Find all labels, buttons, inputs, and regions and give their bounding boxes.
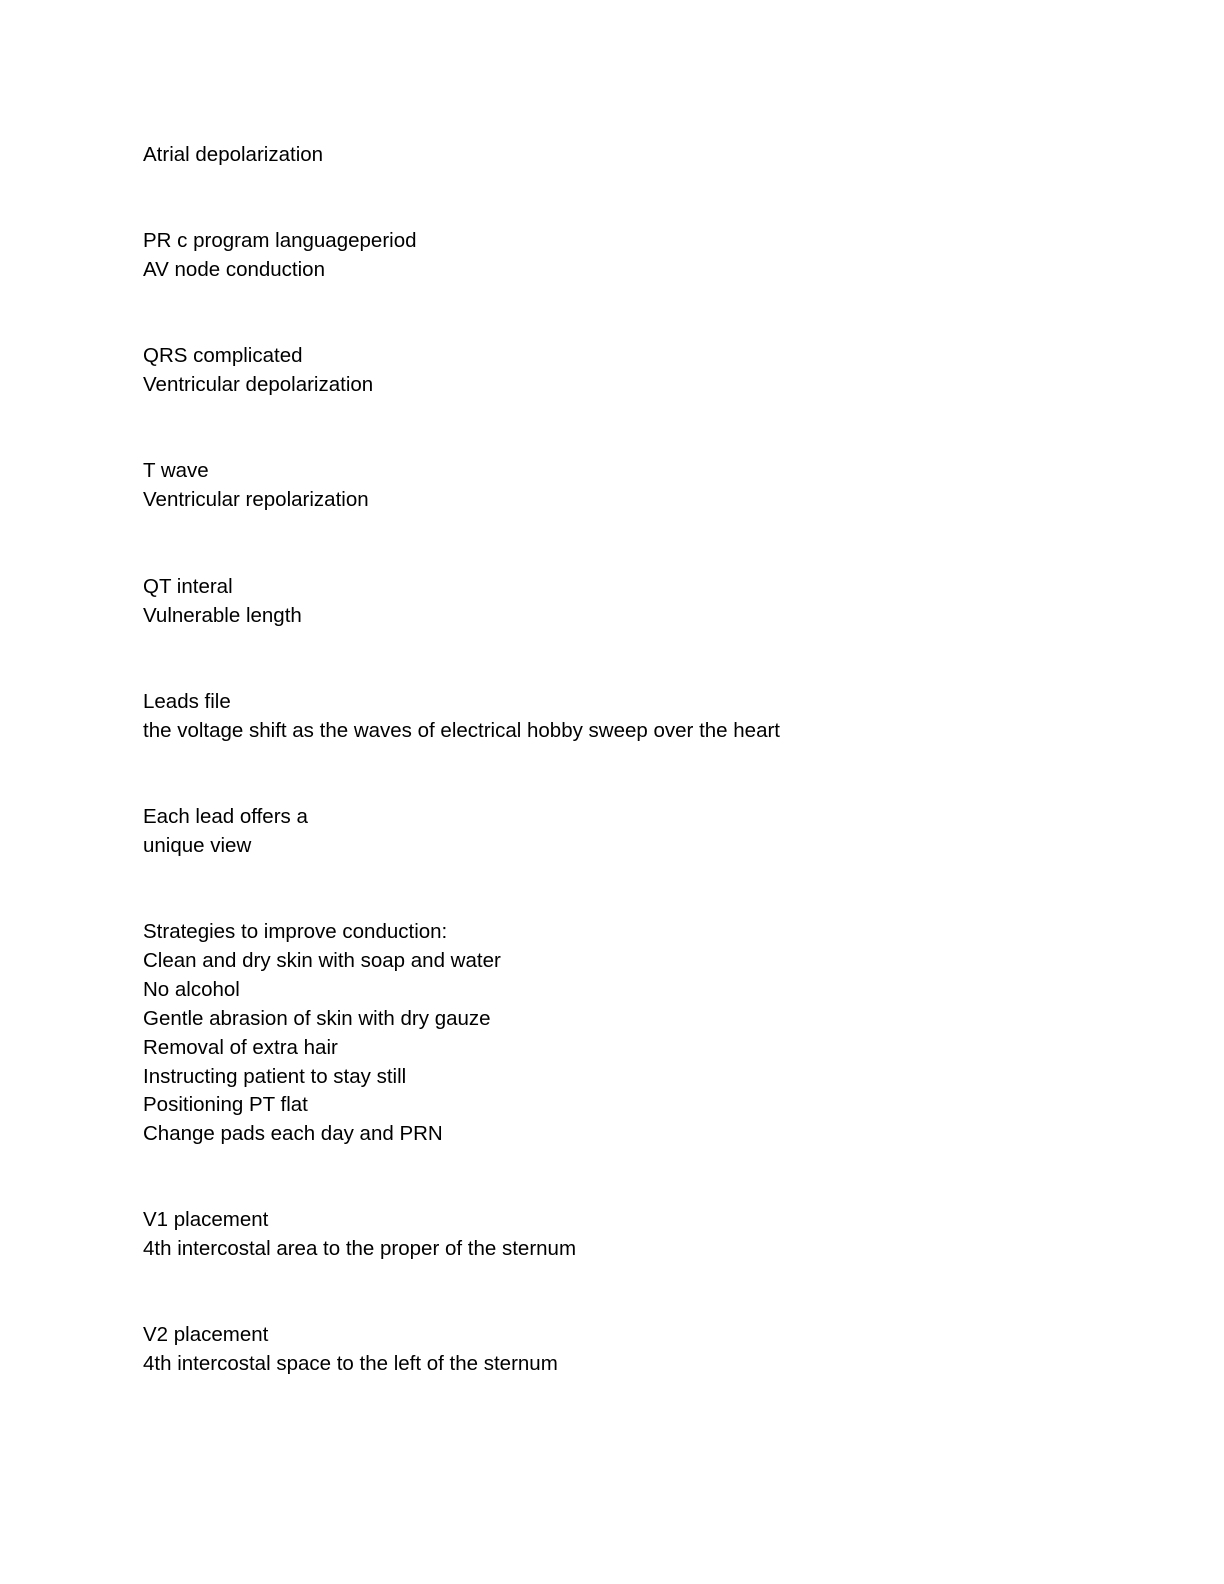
note-leads bbox=[143, 688, 780, 746]
note-heading: QT interal bbox=[143, 575, 233, 598]
note-line: unique view bbox=[143, 833, 252, 857]
note-v1-placement bbox=[143, 1206, 576, 1264]
note-heading: V2 placement bbox=[143, 1323, 269, 1346]
note-list-item: Change pads each day and PRN bbox=[143, 1122, 443, 1146]
note-qrs-complex bbox=[143, 342, 373, 400]
note-v2-placement bbox=[143, 1321, 558, 1379]
note-list-item: Gentle abrasion of skin with dry gauze bbox=[143, 1006, 491, 1030]
note-line: 4th intercostal area to the proper of the sternum bbox=[143, 1236, 577, 1260]
note-heading: Leads file bbox=[143, 690, 231, 713]
note-line: Ventricular depolarization bbox=[143, 372, 374, 396]
note-heading: Each lead offers a bbox=[143, 805, 308, 828]
note-list-item: Clean and dry skin with soap and water bbox=[143, 948, 501, 972]
note-line: Vulnerable length bbox=[143, 603, 302, 627]
note-line: 4th intercostal space to the left of the sternum bbox=[143, 1351, 558, 1375]
note-heading: V1 placement bbox=[143, 1208, 269, 1231]
note-lead-view bbox=[143, 803, 308, 861]
note-heading: QRS complicated bbox=[143, 344, 303, 367]
note-line: the voltage shift as the waves of electrical hobby sweep over the heart bbox=[143, 718, 781, 742]
note-line: Atrial depolarization bbox=[143, 143, 324, 166]
note-list-item: Positioning PT flat bbox=[143, 1093, 308, 1117]
note-t-wave bbox=[143, 457, 369, 515]
note-heading: PR c program languageperiod bbox=[143, 229, 417, 252]
note-list-item: Instructing patient to stay still bbox=[143, 1064, 407, 1088]
note-line: Ventricular repolarization bbox=[143, 487, 369, 511]
note-heading: T wave bbox=[143, 459, 209, 482]
note-qt-interval bbox=[143, 573, 302, 631]
note-line: AV node conduction bbox=[143, 257, 325, 281]
note-pr-period bbox=[143, 227, 417, 285]
note-heading: Strategies to improve conduction: bbox=[143, 920, 448, 943]
note-atrial-depolarization bbox=[143, 141, 323, 170]
note-list-item: Removal of extra hair bbox=[143, 1035, 338, 1059]
note-list-item: No alcohol bbox=[143, 977, 240, 1001]
note-conduction-strategies bbox=[143, 918, 501, 1149]
